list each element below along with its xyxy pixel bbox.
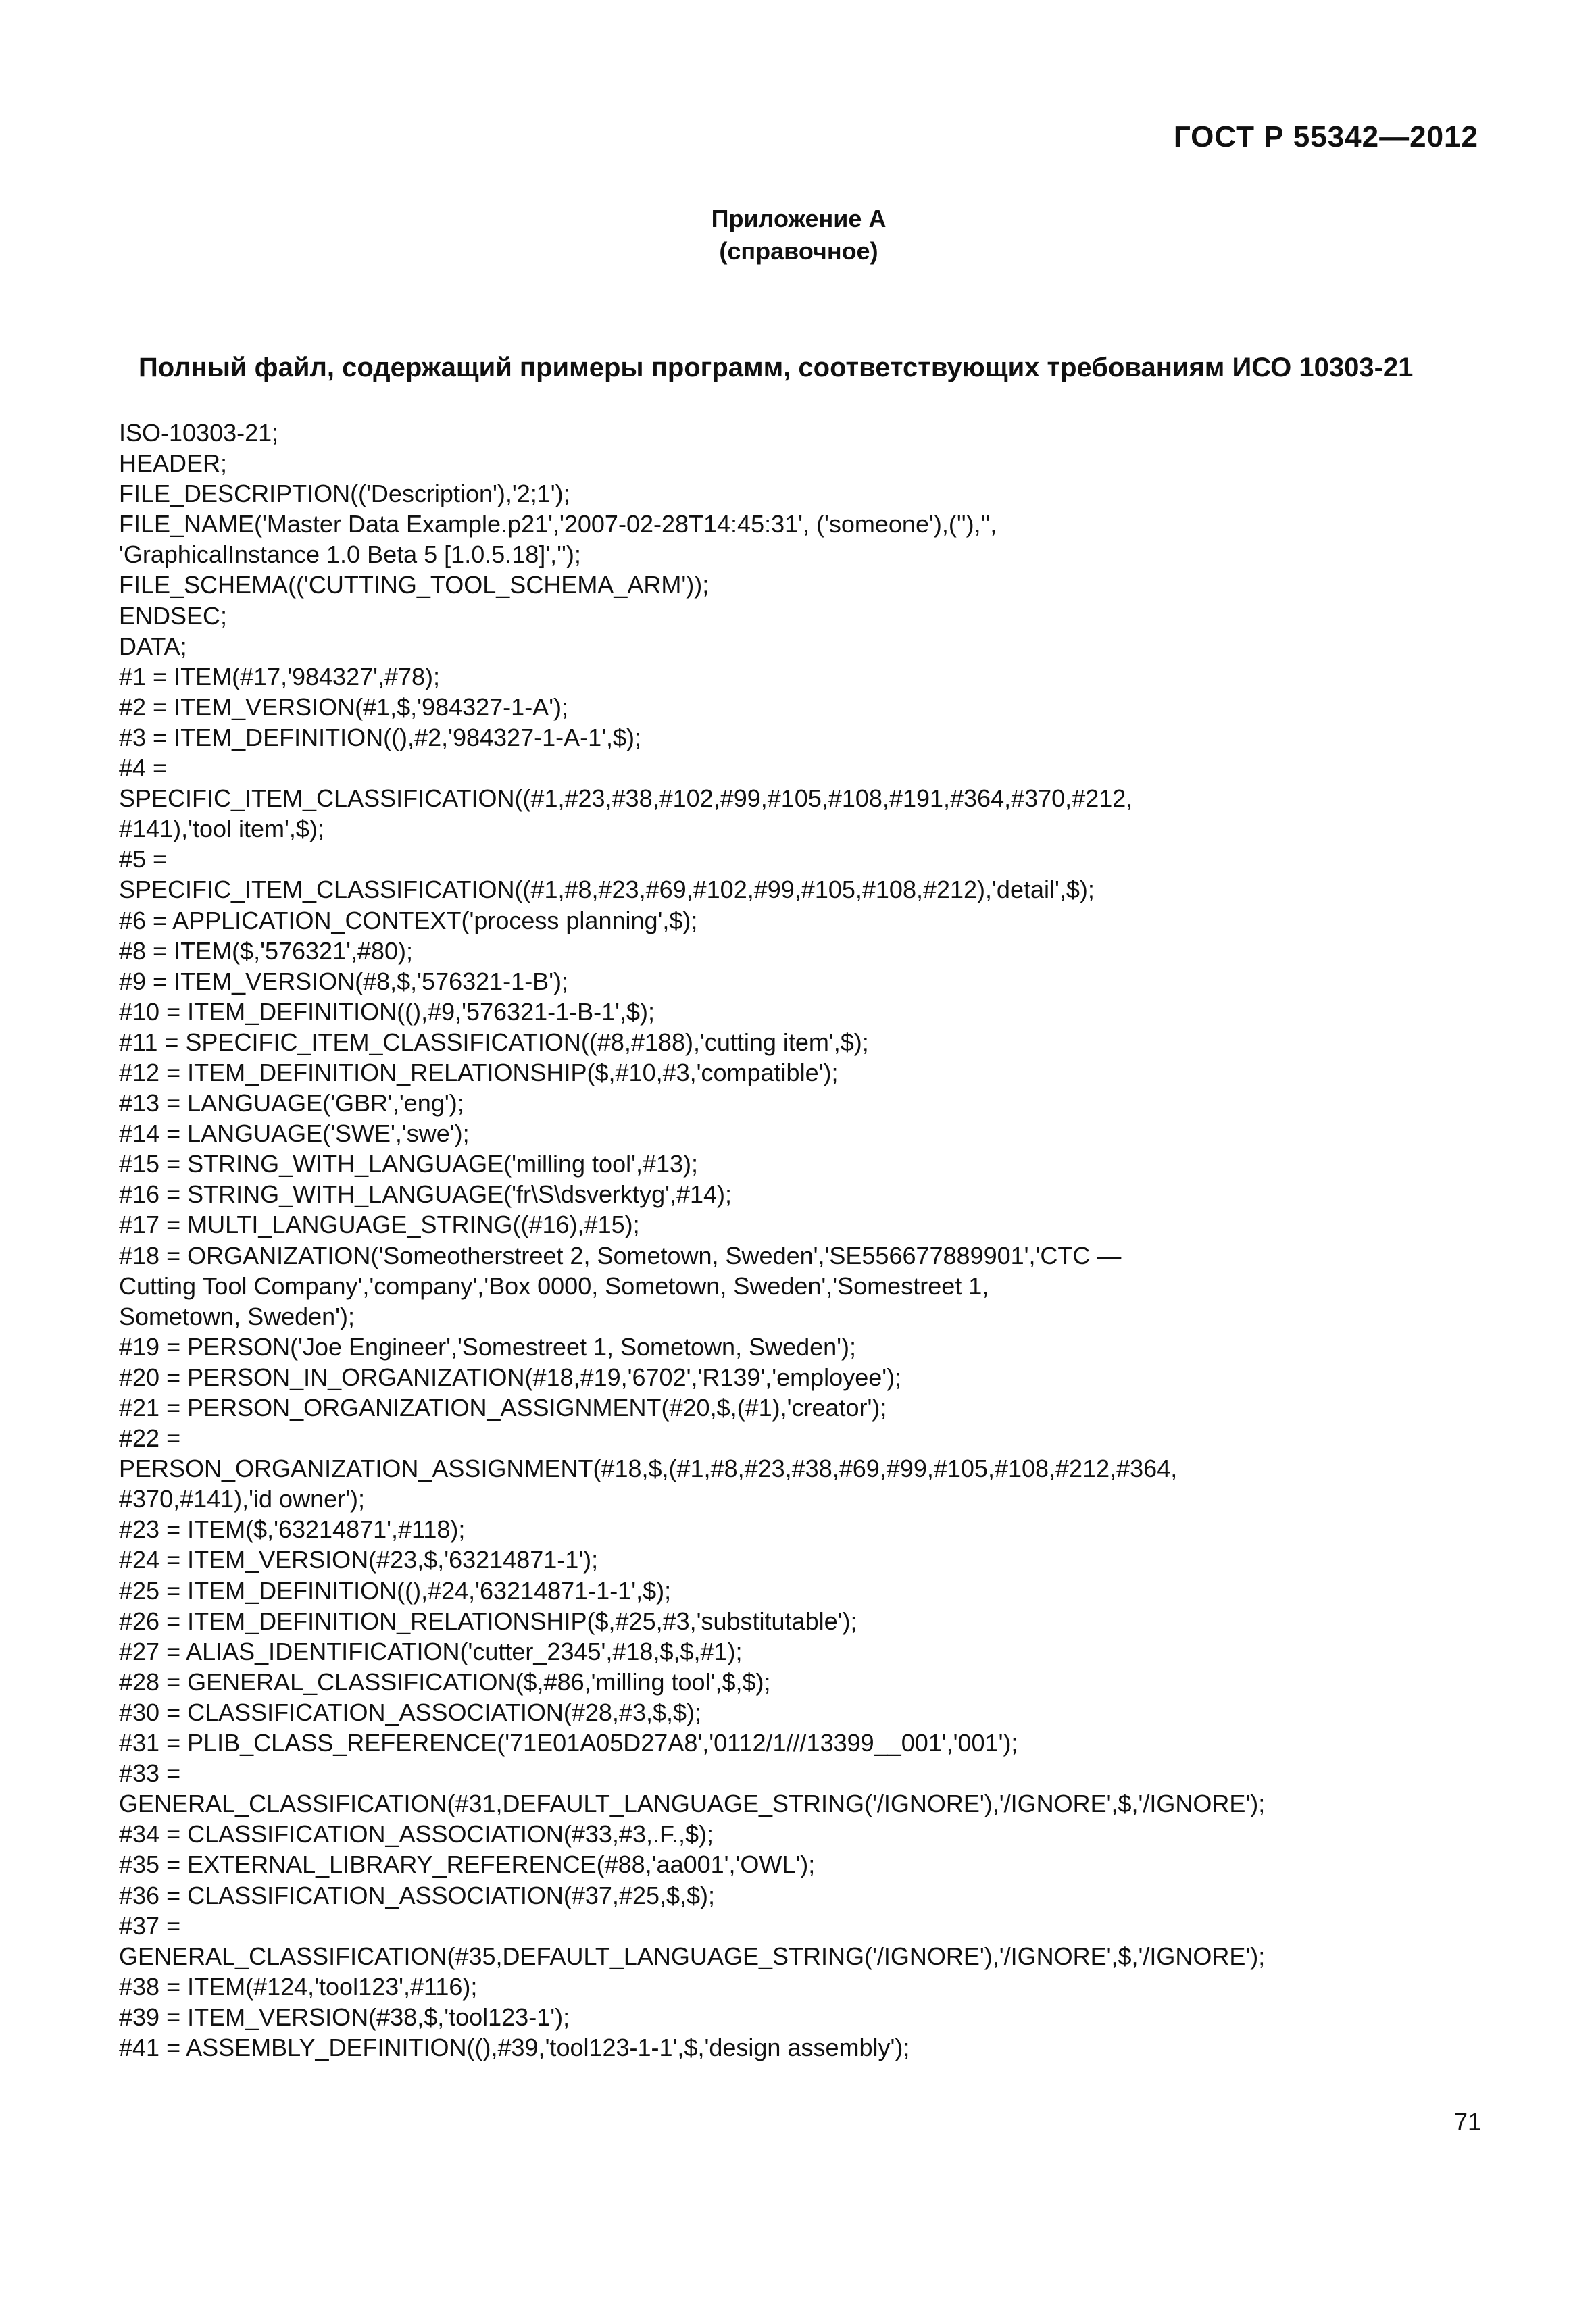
code-line: #31 = PLIB_CLASS_REFERENCE('71E01A05D27A8','0112/1///13399__001','001'); [119, 1729, 1018, 1757]
code-line: ENDSEC; [119, 601, 228, 630]
code-line: SPECIFIC_ITEM_CLASSIFICATION((#1,#8,#23,#69,#102,#99,#105,#108,#212),'detail',$); [119, 876, 1095, 904]
code-line: GENERAL_CLASSIFICATION(#31,DEFAULT_LANGUAGE_STRING('/IGNORE'),'/IGNORE',$,'/IGNORE'); [119, 1790, 1266, 1818]
code-line: HEADER; [119, 449, 228, 478]
code-line: #19 = PERSON('Joe Engineer','Somestreet 1, Sometown, Sweden'); [119, 1332, 857, 1361]
code-line: #141),'tool item',$); [119, 815, 324, 843]
code-line: SPECIFIC_ITEM_CLASSIFICATION((#1,#23,#38,#102,#99,#105,#108,#191,#364,#370,#212, [119, 784, 1133, 813]
code-line: #1 = ITEM(#17,'984327',#78); [119, 662, 441, 690]
code-line: #28 = GENERAL_CLASSIFICATION($,#86,'milling tool',$,$); [119, 1667, 771, 1696]
code-line: #41 = ASSEMBLY_DEFINITION((),#39,'tool123-1-1',$,'design assembly'); [119, 2033, 910, 2061]
code-line: #25 = ITEM_DEFINITION((),#24,'63214871-1-1',$); [119, 1576, 672, 1605]
code-line: FILE_NAME('Master Data Example.p21','2007-02-28T14:45:31', ('someone'),(''),'', [119, 510, 997, 538]
code-line: DATA; [119, 632, 187, 660]
code-line: #30 = CLASSIFICATION_ASSOCIATION(#28,#3,$,$); [119, 1698, 701, 1726]
code-line: #24 = ITEM_VERSION(#23,$,'63214871-1'); [119, 1546, 599, 1574]
code-line: #36 = CLASSIFICATION_ASSOCIATION(#37,#25,$,$); [119, 1881, 716, 1909]
code-line: #11 = SPECIFIC_ITEM_CLASSIFICATION((#8,#188),'cutting item',$); [119, 1028, 869, 1056]
code-line: #13 = LANGUAGE('GBR','eng'); [119, 1089, 464, 1117]
page-number: 71 [1453, 2108, 1481, 2136]
code-line: #39 = ITEM_VERSION(#38,$,'tool123-1'); [119, 2003, 570, 2031]
code-line: #9 = ITEM_VERSION(#8,$,'576321-1-B'); [119, 967, 569, 995]
code-line: #12 = ITEM_DEFINITION_RELATIONSHIP($,#10,#3,'compatible'); [119, 1058, 839, 1086]
code-line: #2 = ITEM_VERSION(#1,$,'984327-1-A'); [119, 693, 569, 721]
code-line: #38 = ITEM(#124,'tool123',#116); [119, 1972, 478, 2001]
annex-subtitle: (справочное) [719, 237, 878, 265]
code-line: #26 = ITEM_DEFINITION_RELATIONSHIP($,#25,#3,'substitutable'); [119, 1607, 857, 1635]
code-line: Cutting Tool Company','company','Box 0000, Sometown, Sweden','Somestreet 1, [119, 1272, 989, 1300]
code-line: #27 = ALIAS_IDENTIFICATION('cutter_2345',#18,$,$,#1); [119, 1637, 743, 1665]
code-line: GENERAL_CLASSIFICATION(#35,DEFAULT_LANGUAGE_STRING('/IGNORE'),'/IGNORE',$,'/IGNORE'); [119, 1942, 1266, 1970]
code-line: 'GraphicalInstance 1.0 Beta 5 [1.0.5.18]',''); [119, 540, 581, 569]
code-line: #35 = EXTERNAL_LIBRARY_REFERENCE(#88,'aa001','OWL'); [119, 1851, 816, 1879]
document-title: Полный файл, содержащий примеры программ, соответствующих требованиям ИСО 10303-21 [139, 353, 1414, 382]
code-line: #15 = STRING_WITH_LANGUAGE('milling tool',#13); [119, 1150, 699, 1178]
code-line: #37 = [119, 1911, 181, 1940]
code-line: #5 = [119, 845, 168, 874]
code-line: Sometown, Sweden'); [119, 1302, 355, 1330]
annex-heading [1, 203, 1596, 268]
standard-designation: ГОСТ Р 55342—2012 [1173, 120, 1478, 153]
code-line: FILE_DESCRIPTION(('Description'),'2;1'); [119, 480, 570, 508]
code-line: #14 = LANGUAGE('SWE','swe'); [119, 1120, 470, 1148]
code-line: #3 = ITEM_DEFINITION((),#2,'984327-1-A-1',$); [119, 723, 641, 751]
code-line: #8 = ITEM($,'576321',#80); [119, 936, 414, 965]
code-line: #6 = APPLICATION_CONTEXT('process planning',$); [119, 906, 698, 934]
code-line: #370,#141),'id owner'); [119, 1485, 365, 1513]
code-line: #20 = PERSON_IN_ORGANIZATION(#18,#19,'6702','R139','employee'); [119, 1363, 902, 1391]
code-line: #21 = PERSON_ORGANIZATION_ASSIGNMENT(#20,$,(#1),'creator'); [119, 1394, 887, 1422]
code-line: #18 = ORGANIZATION('Someotherstreet 2, Sometown, Sweden','SE556677889901','CTC — [119, 1241, 1122, 1269]
code-line: ISO-10303-21; [119, 419, 279, 447]
code-line: #17 = MULTI_LANGUAGE_STRING((#16),#15); [119, 1211, 640, 1239]
code-line: #4 = [119, 754, 168, 782]
code-line: PERSON_ORGANIZATION_ASSIGNMENT(#18,$,(#1,#8,#23,#38,#69,#99,#105,#108,#212,#364, [119, 1455, 1178, 1483]
code-line: #16 = STRING_WITH_LANGUAGE('fr\S\dsverktyg',#14); [119, 1180, 732, 1209]
code-line: FILE_SCHEMA(('CUTTING_TOOL_SCHEMA_ARM')); [119, 571, 709, 599]
code-line: #33 = [119, 1759, 181, 1788]
code-listing [119, 418, 1477, 2063]
code-line: #23 = ITEM($,'63214871',#118); [119, 1515, 466, 1544]
code-line: #10 = ITEM_DEFINITION((),#9,'576321-1-B-1',$); [119, 997, 655, 1026]
code-line: #22 = [119, 1424, 181, 1453]
annex-title: Приложение А [711, 205, 887, 232]
code-line: #34 = CLASSIFICATION_ASSOCIATION(#33,#3,.F.,$); [119, 1820, 714, 1848]
